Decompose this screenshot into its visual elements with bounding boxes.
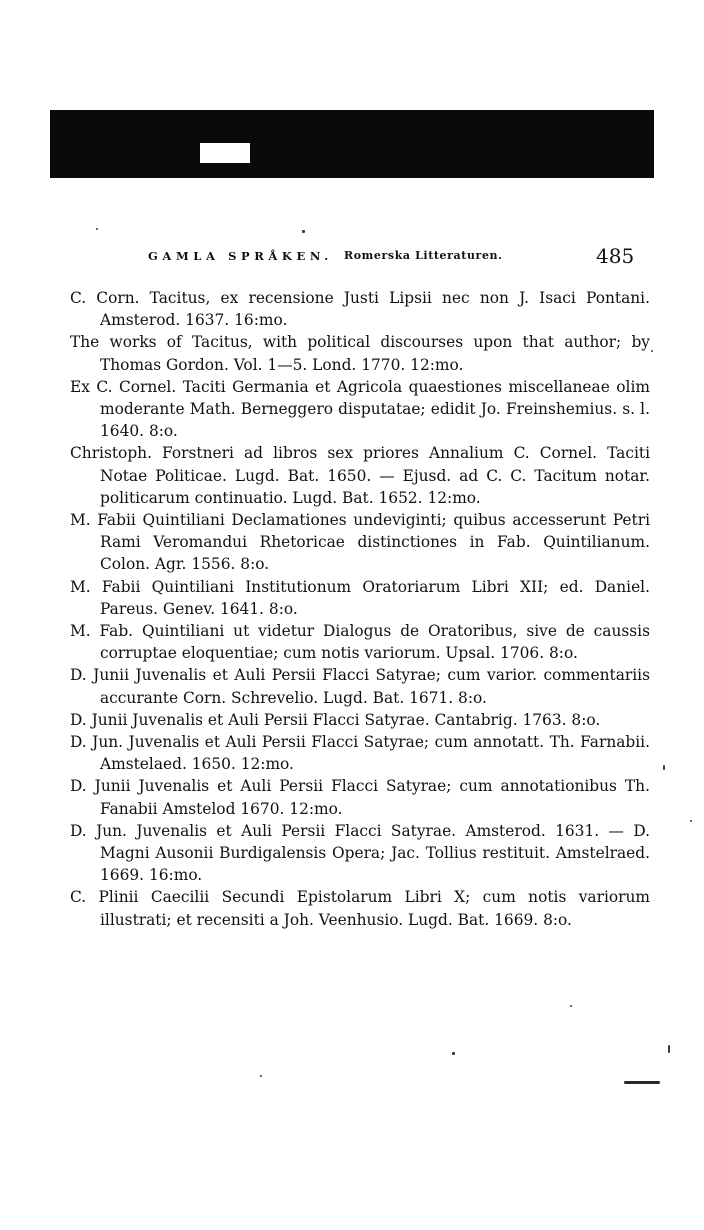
- black-header-bar: [50, 110, 654, 178]
- scan-speck: [570, 1005, 572, 1007]
- bar-notch: [200, 143, 250, 163]
- bibliography-entry: The works of Tacitus, with political discourses upon that author; by Thomas Gordon. Vol. 1—5. Lond. 1770. 12:mo.: [70, 333, 650, 374]
- bibliography-entry: M. Fabii Quintiliani Declamationes undeviginti; quibus accesserunt Petri Rami Veromandui Rhetoricae distinctiones in Fab. Quintilianum. Colon. Agr. 1556. 8:o.: [70, 511, 650, 574]
- scan-speck: [663, 765, 665, 770]
- bibliography-entry: C. Corn. Tacitus, ex recensione Justi Lipsii nec non J. Isaci Pontani. Amsterod. 1637. 16:mo.: [70, 289, 650, 330]
- running-head-title: GAMLA SPRÅKEN.: [148, 249, 333, 263]
- scan-speck: [690, 820, 692, 822]
- scan-speck: [302, 230, 305, 233]
- bibliography-entry: C. Plinii Caecilii Secundi Epistolarum Libri X; cum notis variorum illustrati; et recensiti a Joh. Veenhusio. Lugd. Bat. 1669. 8:o.: [70, 888, 650, 929]
- scan-speck: [96, 228, 98, 230]
- scan-speck: [651, 350, 653, 352]
- scan-speck: [452, 1052, 455, 1055]
- bibliography-list: [70, 287, 650, 931]
- bibliography-entry: Christoph. Forstneri ad libros sex priores Annalium C. Cornel. Taciti Notae Politicae. Lugd. Bat. 1650. — Ejusd. ad C. C. Tacitum notar. politicarum continuatio. Lugd. Bat. 1652. 12:mo.: [70, 444, 650, 507]
- scan-speck: [260, 1075, 262, 1077]
- running-head: [148, 244, 635, 275]
- bibliography-entry: M. Fabii Quintiliani Institutionum Oratoriarum Libri XII; ed. Daniel. Pareus. Genev. 1641. 8:o.: [70, 577, 650, 618]
- bibliography-entry: M. Fab. Quintiliani ut videtur Dialogus de Oratoribus, sive de caussis corruptae eloquentiae; cum notis variorum. Upsal. 1706. 8:o.: [70, 622, 650, 663]
- bibliography-entry: D. Junii Juvenalis et Auli Persii Flacci Satyrae. Cantabrig. 1763. 8:o.: [70, 710, 601, 729]
- page-number: 485: [596, 244, 635, 268]
- bibliography-entry: D. Jun. Juvenalis et Auli Persii Flacci Satyrae; cum annotatt. Th. Farnabii. Amstelaed. 1650. 12:mo.: [70, 733, 650, 774]
- bibliography-entry: D. Junii Juvenalis et Auli Persii Flacci Satyrae; cum annotationibus Th. Fanabii Amstelod 1670. 12:mo.: [70, 777, 650, 818]
- bibliography-entry: D. Junii Juvenalis et Auli Persii Flacci Satyrae; cum varior. commentariis accurante Corn. Schrevelio. Lugd. Bat. 1671. 8:o.: [70, 666, 650, 707]
- running-head-subtitle: Romerska Litteraturen.: [344, 249, 503, 262]
- bibliography-entry: Ex C. Cornel. Taciti Germania et Agricola quaestiones miscellaneae olim moderante Math. Berneggero disputatae; edidit Jo. Freinshemius. s. l. 1640. 8:o.: [70, 377, 650, 441]
- scan-speck: [668, 1045, 670, 1053]
- bibliography-entry: D. Jun. Juvenalis et Auli Persii Flacci Satyrae. Amsterod. 1631. — D. Magni Ausonii Burdigalensis Opera; Jac. Tollius restituit. Amstelraed. 1669. 16:mo.: [70, 821, 650, 885]
- page-edge-mark: [624, 1081, 660, 1084]
